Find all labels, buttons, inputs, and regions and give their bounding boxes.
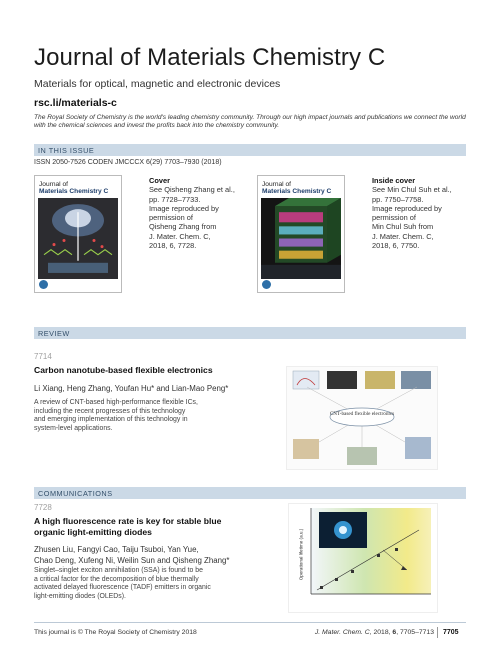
inside-cover-caption-title: Inside cover [372,176,416,185]
cover-caption: Cover See Qisheng Zhang et al., pp. 7728–7733. Image reproduced by permission of Qisheng Zhang from J. Mater. Chem. C, 2018, 6, 7728. [149,176,235,251]
review-graphic-center-label: CNT-based flexible electronics [329,411,395,417]
footer-rule [34,622,466,623]
journal-subtitle: Materials for optical, magnetic and electronic devices [34,78,281,90]
journal-url[interactable]: rsc.li/materials-c [34,97,117,109]
inside-cover-image[interactable] [257,175,345,293]
inside-cover-mini-title: Journal of Materials Chemistry C [262,181,332,196]
footer-separator [437,627,438,638]
rsc-logo-icon [39,280,48,289]
section-label-review: REVIEW [38,329,70,338]
rsc-description: The Royal Society of Chemistry is the world's leading chemistry community. Through our high impact journals and publications we connect the world with the chemical sciences and invest the profits back into the chemistry community. [34,114,466,130]
communication-toc-graphic [288,503,438,613]
rsc-logo-icon [262,280,271,289]
section-label-in-this-issue: IN THIS ISSUE [38,146,95,155]
cover-image[interactable] [34,175,122,293]
footer-citation: J. Mater. Chem. C, 2018, 6, 7705–7713 [314,629,434,636]
cover-mini-title: Journal of Materials Chemistry C [39,181,109,196]
section-bar-in-this-issue [34,144,466,156]
section-bar-review [34,327,466,339]
review-toc-graphic [286,366,438,470]
communication-authors: Zhusen Liu, Fangyi Cao, Taiju Tsuboi, Yan Yue, Chao Deng, Xufeng Ni, Weilin Sun and Qisheng Zhang* [34,545,230,565]
inside-cover-caption: Inside cover See Min Chul Suh et al., pp. 7750–7758. Image reproduced by permission of Min Chul Suh from J. Mater. Chem. C, 2018, 6, 7750. [372,176,458,250]
review-abstract: A review of CNT-based high-performance flexible ICs, including the recent progresses of this technology and emerging implementation of this technology in system-level applications. [34,399,198,432]
cover-artwork [38,198,118,279]
review-article-title[interactable]: Carbon nanotube-based flexible electronics [34,365,213,375]
review-authors: Li Xiang, Heng Zhang, Youfan Hu* and Lian-Mao Peng* [34,384,229,393]
cover-caption-title: Cover [149,176,170,185]
communication-abstract: Singlet–singlet exciton annihilation (SSA) is found to be a critical factor for the decomposition of blue thermally activated delayed fluorescence (TADF) emitters in organic light-emitting diodes (OLEDs). [34,567,211,600]
communication-article-title[interactable]: A high fluorescence rate is key for stable blue organic light-emitting diodes [34,516,222,537]
section-label-communications: COMMUNICATIONS [38,489,113,498]
review-page-number: 7714 [34,352,52,361]
journal-title: Journal of Materials Chemistry C [34,44,386,71]
communication-page-number: 7728 [34,503,52,512]
footer-copyright: This journal is © The Royal Society of Chemistry 2018 [34,629,197,636]
issn-line: ISSN 2050-7526 CODEN JMCCCX 6(29) 7703–7930 (2018) [34,159,222,166]
footer-page-number: 7705 [443,629,459,636]
inside-cover-artwork [261,198,341,279]
communication-graphic-ylabel: Operational lifetime (a.u.) [298,528,304,581]
